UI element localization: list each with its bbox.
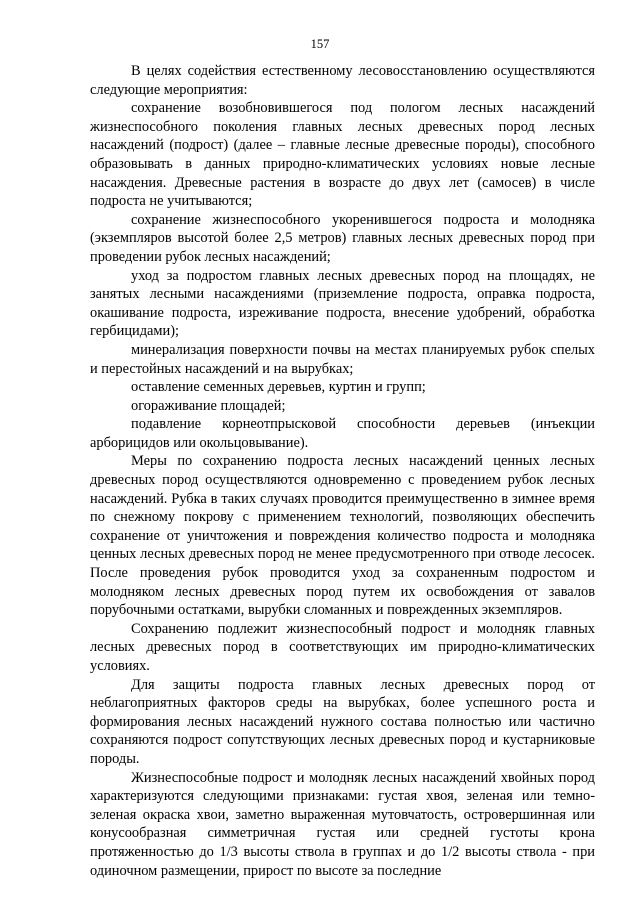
paragraph-viable-undergrowth: Сохранению подлежит жизнеспособный подрост и молодняк главных лесных древесных пород в соответствующих им природно-климатических условиях.	[90, 620, 595, 674]
paragraph-item-fencing: огораживание площадей;	[131, 397, 286, 414]
paragraph-item-care: уход за подростом главных лесных древесных пород на площадях, не занятых лесными насаждениями (приземление подроста, оправка подроста, окашивание подроста, изреживание подроста, внесение удобрений, обработка гербицидами);	[90, 267, 595, 340]
paragraph-item-preservation: сохранение возобновившегося под пологом лесных насаждений жизнеспособного поколения главных лесных древесных пород лесных насаждений (подрост) (далее – главные лесные древесные породы), способного образовывать в данных природно-климатических условиях новые лесные насаждения. Древесные растения в возрасте до двух лет (самосев) в числе подроста не учитываются;	[90, 100, 595, 210]
paragraph-conifer-signs: Жизнеспособные подрост и молодняк лесных насаждений хвойных пород характеризуются следующими признаками: густая хвоя, зеленая или темно-зеленая окраска хвои, заметно выраженная мутовчатость, островершинная или конусообразная симметричная густая или средней густоты крона протяженностью до 1/3 высоты ствола в группах и до 1/2 высоты ствола - при одиночном размещении, прирост по высоте за последние	[90, 769, 595, 879]
paragraph-intro: В целях содействия естественному лесовосстановлению осуществляются следующие мероприятия:	[90, 63, 595, 98]
paragraph-item-rooted-undergrowth: сохранение жизнеспособного укоренившегося подроста и молодняка (экземпляров высотой более 2,5 метров) главных лесных древесных пород при проведении рубок лесных насаждений;	[90, 211, 595, 265]
page-number: 157	[310, 37, 330, 51]
paragraph-item-suppression: подавление корнеотпрысковой способности деревьев (инъекции арборицидов или окольцовывание).	[90, 416, 595, 451]
paragraph-item-mineralization: минерализация поверхности почвы на местах планируемых рубок спелых и перестойных насаждений и на вырубках;	[90, 341, 595, 377]
paragraph-measures: Меры по сохранению подроста лесных насаждений ценных лесных древесных пород осуществляются одновременно с проведением рубок лесных насаждений. Рубка в таких случаях проводится преимущественно в зимнее время по снежному покрову с применением технологий, позволяющих обеспечить сохранение от уничтожения и повреждения количество подроста и молодняка ценных лесных древесных пород не менее предусмотренного при отводе лесосек. После проведения рубок проводится уход за сохраненным подростом и молодняком лесных древесных пород путем их освобождения от завалов порубочными остатками, вырубки сломанных и поврежденных экземпляров.	[90, 453, 595, 619]
paragraph-protection: Для защиты подроста главных лесных древесных пород от неблагоприятных факторов среды на вырубках, более успешного роста и формирования лесных насаждений нужного состава полностью или частично сохраняются подрост сопутствующих лесных древесных пород и кустарниковые породы.	[90, 676, 595, 767]
paragraph-item-seed-trees: оставление семенных деревьев, куртин и групп;	[131, 379, 426, 396]
document-body	[90, 62, 595, 880]
